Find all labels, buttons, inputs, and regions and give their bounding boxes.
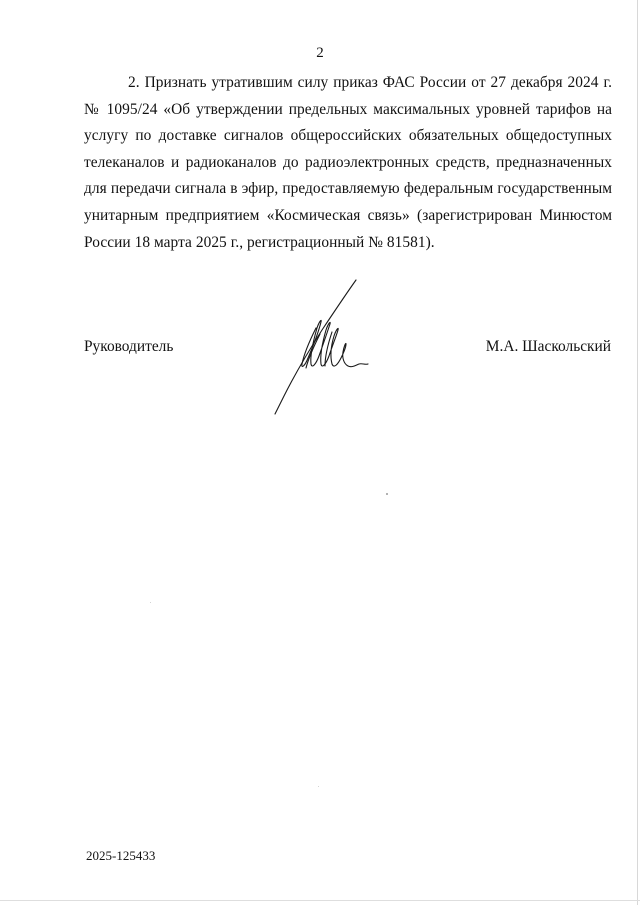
- handwritten-signature-icon: [264, 272, 380, 422]
- scan-speck: [318, 786, 319, 787]
- page-number: 2: [316, 45, 324, 61]
- scan-edge-right: [637, 0, 638, 905]
- body-paragraph: 2. Признать утратившим силу приказ ФАС России от 27 декабря 2024 г. № 1095/24 «Об утверждении предельных максимальных уровней тарифов на услугу по доставке сигналов общероссийских обязательных общедоступных телеканалов и радиоканалов до радиоэлектронных средств, предназначенных для передачи сигнала в эфир, предоставляемую федеральным государственным унитарным предприятием «Космическая связь» (зарегистрирован Минюстом России 18 марта 2025 г., регистрационный № 81581).: [84, 74, 612, 251]
- signatory-name: М.А. Шаскольский: [485, 338, 611, 355]
- document-registration-number: 2025-125433: [86, 848, 156, 863]
- scan-edge-bottom: [0, 900, 640, 901]
- scan-speck: [150, 602, 151, 603]
- signatory-title: Руководитель: [84, 338, 174, 355]
- scan-speck: [386, 493, 388, 495]
